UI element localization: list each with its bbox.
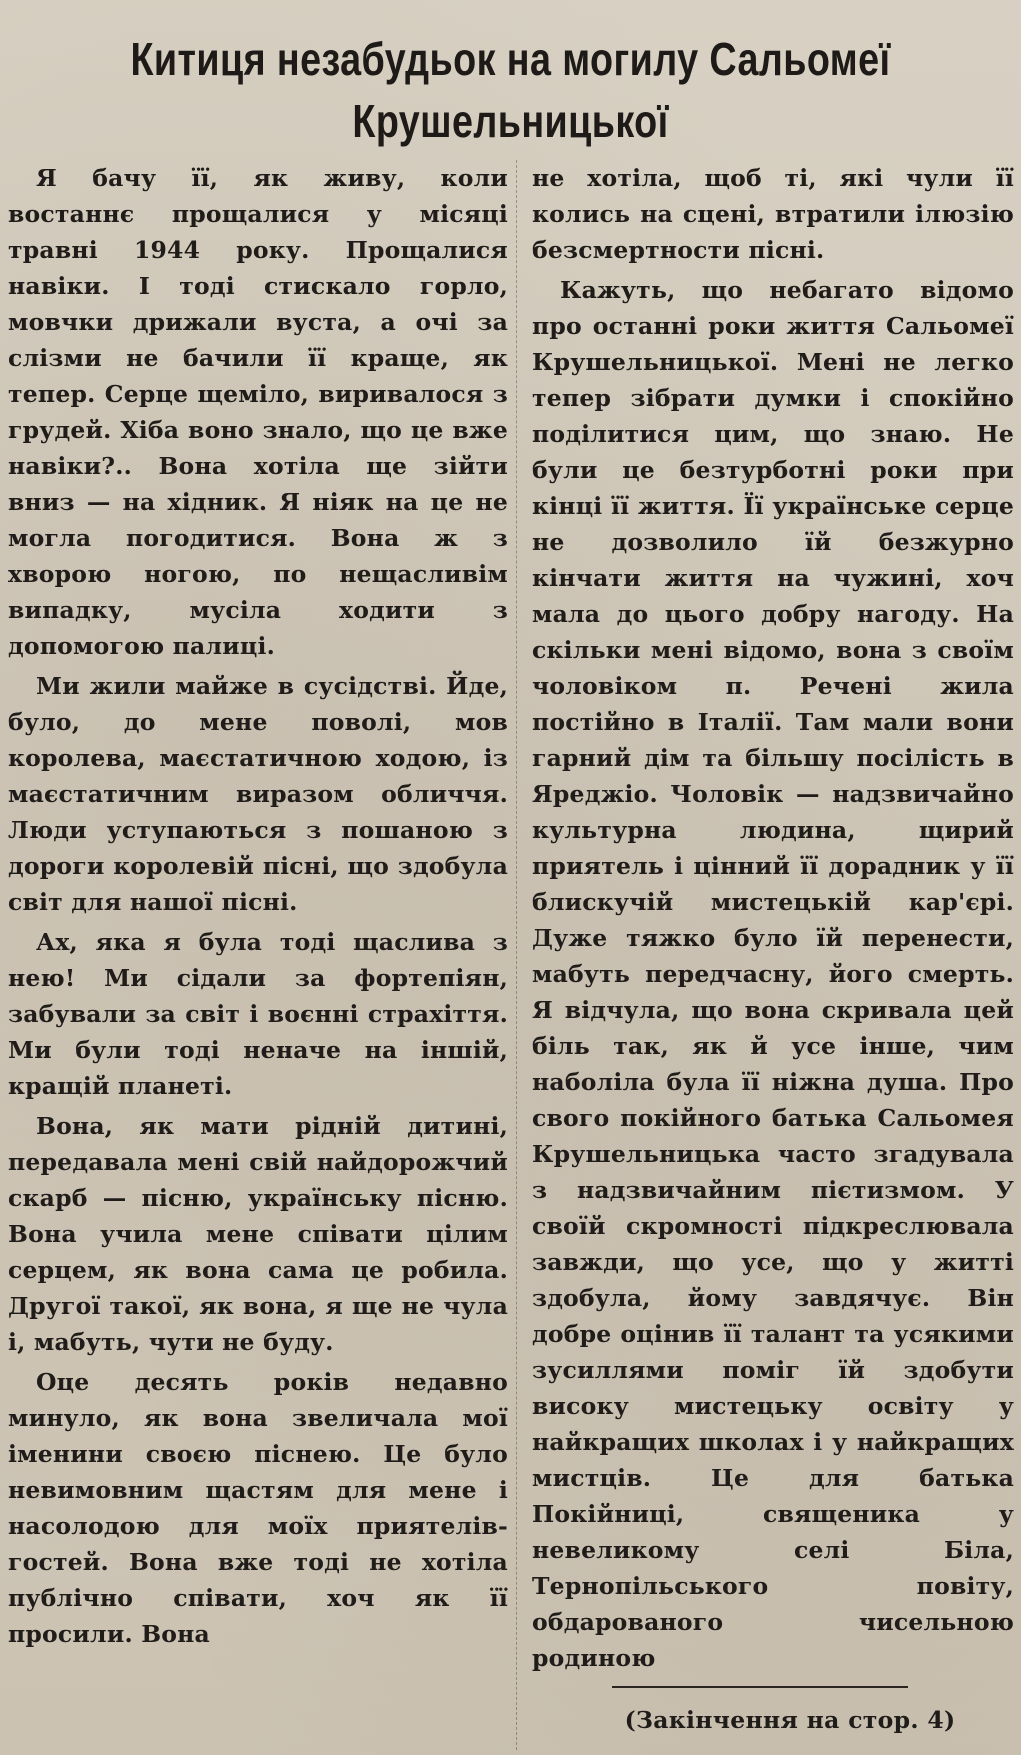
right-column <box>532 160 1014 1676</box>
horizontal-rule <box>612 1686 908 1688</box>
continued-note: (Закінчення на стор. 4) <box>624 1706 956 1734</box>
article-title <box>92 28 929 152</box>
paragraph: Кажуть, що небагато відомо про останні роки життя Сальомеї Крушельницької. Мені не легко тепер зібрати думки і спокійно поділитися цим, що знаю. Не були це безтурботні роки при кінці її життя. Її українське серце не дозволило їй безжурно кінчати життя на чужині, хоч мала до цього добру нагоду. На скільки мені відомо, вона з своїм чоловіком п. Речені жила постійно в Італії. Там мали вони гарний дім та більшу посілість в Яреджіо. Чоловік — надзвичайно культурна людина, щирий приятель і цінний її дорадник у її блискучій мистецькій кар'єрі. Дуже тяжко було їй перенести, мабуть передчасну, його смерть. Я відчула, що вона скривала цей біль так, як й усе інше, чим наболіла була її ніжна душа. Про свого покійного батька Сальомея Крушельницька часто згадувала з надзвичайним пієтизмом. У своїй скромності підкреслювала завжди, що усе, що у житті здобула, йому завдячує. Він добре оцінив її талант та усякими зусиллями поміг їй здобути високу мистецьку освіту у найкращих школах і у найкращих мистців. Це для батька Покійниці, священика у невеликому селі Біла, Тернопільського повіту, обдарованого чисельною родиною <box>532 276 1014 1672</box>
article-title-line-1: Китиця незабудьок на могилу Сальомеї <box>130 33 891 85</box>
paragraph: Я бачу її, як живу, коли востаннє прощалися у місяці травні 1944 року. Прощалися навіки. І тоді стискало горло, мовчки дрижали вуста, а очі за слізми не бачили її краще, як тепер. Серце щеміло, виривалося з грудей. Хіба воно знало, що це вже навіки?.. Вона хотіла ще зійти вниз — на хідник. Я ніяк на це не могла погодитися. Вона ж з хворою ногою, по нещасливім випадку, мусіла ходити з допомогою палиці. <box>8 164 508 660</box>
paragraph: не хотіла, щоб ті, які чули її колись на сцені, втратили ілюзію безсмертности пісні. <box>532 164 1014 264</box>
left-column <box>8 160 508 1652</box>
paragraph: Ми жили майже в сусідстві. Йде, було, до мене поволі, мов королева, маєстатичною ходою, із маєстатичним виразом обличчя. Люди уступаються з пошаною з дороги королевій пісні, що здобула світ для нашої пісні. <box>8 672 508 916</box>
column-divider <box>516 160 517 1750</box>
article-title-line-2: Крушельницької <box>352 95 669 147</box>
paragraph: Вона, як мати рідній дитині, передавала мені свій найдорожчий скарб — пісню, українську пісню. Вона учила мене співати цілим серцем, як вона сама це робила. Другої такої, як вона, я ще не чула і, мабуть, чути не буду. <box>8 1112 508 1356</box>
paragraph: Оце десять років недавно минуло, як вона звеличала мої іменини своєю піснею. Це було невимовним щастям для мене і насолодою для моїх приятелів-гостей. Вона вже тоді не хотіла публічно співати, хоч як її просили. Вона <box>8 1368 508 1648</box>
paragraph: Ах, яка я була тоді щаслива з нею! Ми сідали за фортепіян, забували за світ і воєнні страхіття. Ми були тоді неначе на іншій, кращій планеті. <box>8 928 508 1100</box>
